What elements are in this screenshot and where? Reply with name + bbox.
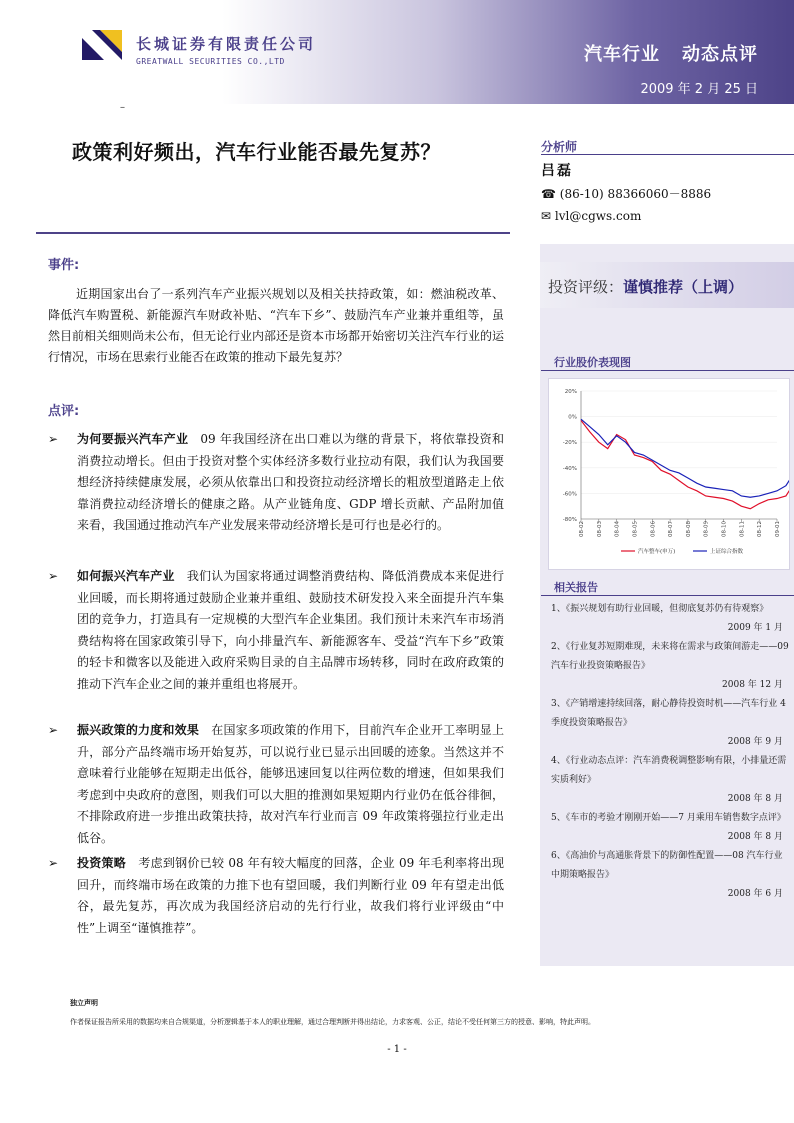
list-item[interactable] xyxy=(551,809,791,847)
x-tick-label: 08-11 xyxy=(739,521,746,537)
x-tick-label: 08-09 xyxy=(703,521,710,537)
stock-performance-chart xyxy=(548,378,790,570)
event-paragraph: 近期国家出台了一系列汽车产业振兴规划以及相关扶持政策，如：燃油税改革、降低汽车购置税、新能源汽车财政补贴、“汽车下乡”、鼓励汽车产业兼并重组等，虽然目前相关细则尚未公布，但无论行业内部还是资本市场都开始密切关注汽车行业的运行情况，市场在思索行业能否在政策的推动下最先复苏？ xyxy=(48,287,505,364)
disclaimer-text: 作者保证报告所采用的数据均来自合规渠道，分析逻辑基于本人的职业理解，通过合理判断并得出结论，力求客观、公正，结论不受任何第三方的授意、影响，特此声明。 xyxy=(70,1018,595,1026)
list-item[interactable] xyxy=(551,600,791,638)
list-item[interactable] xyxy=(551,847,791,904)
related-report-date: 2008 年 12 月 xyxy=(722,680,783,690)
side-panel-top xyxy=(540,104,794,244)
phone-icon: ☎ xyxy=(541,187,556,201)
comment-bullet xyxy=(48,720,504,850)
y-tick-label: -40% xyxy=(562,465,577,472)
x-tick-label: 08-04 xyxy=(614,521,621,537)
comment-bullet xyxy=(48,853,504,939)
related-report-date: 2008 年 6 月 xyxy=(727,889,783,899)
page-number: - 1 - xyxy=(387,1044,407,1055)
report-category xyxy=(584,40,758,66)
x-tick-label: 08-08 xyxy=(685,521,692,537)
analyst-label: 分析师 xyxy=(541,140,578,154)
x-tick-label: 08-03 xyxy=(596,521,603,537)
industry-label: 汽车行业 xyxy=(584,44,660,65)
chart-svg xyxy=(549,379,789,569)
x-tick-label: 08-02 xyxy=(579,521,585,537)
chart-divider xyxy=(541,370,794,371)
related-label: 相关报告 xyxy=(554,581,598,594)
legend-label: 上证综合指数 xyxy=(710,549,744,555)
y-tick-label: 0% xyxy=(568,414,577,421)
report-type-label: 动态点评 xyxy=(682,44,758,65)
analyst-divider xyxy=(541,154,794,155)
x-tick-label: 08-10 xyxy=(721,521,728,537)
x-tick-label: 08-12 xyxy=(757,521,764,537)
arrow-bullet-icon: ➢ xyxy=(48,723,59,737)
analyst-phone xyxy=(541,185,711,202)
x-tick-label: 08-05 xyxy=(632,521,639,537)
chart-label: 行业股价表现图 xyxy=(554,356,631,369)
phone-number: (86-10) 88366060－8886 xyxy=(559,187,712,201)
event-heading: 事件: xyxy=(48,258,80,273)
arrow-bullet-icon: ➢ xyxy=(48,569,59,583)
bullet-title: 振兴政策的力度和效果 xyxy=(77,723,200,737)
title-divider xyxy=(36,232,510,234)
comment-bullet xyxy=(48,429,504,537)
disclaimer-title: 独立声明 xyxy=(70,999,98,1007)
bullet-text: 在国家多项政策的作用下，目前汽车企业开工率明显上升，部分产品终端市场开始复苏，可以说行业已显示出回暖的迹象。当然这并不意味着行业能够在短期走出低谷，能够迅速回复以往两位数的增速，但如果我们考虑到中央政府的意图，则我们可以大胆的推测如果短期内行业仍在低谷徘徊，不排除政府进一步推出政策扶持，故对汽车行业而言 09 年政策将强拉行业走出低谷。 xyxy=(77,723,504,845)
bullet-text: 我们认为国家将通过调整消费结构、降低消费成本来促进行业回暖，而长期将通过鼓励企业兼并重组、鼓励技术研发投入来全面提升汽车集团的竞争力，打造具有一定规模的大型汽车企业集团。我们预计未来汽车市场消费结构将在国家政策引导下，向小排量汽车、新能源客车、受益“汽车下乡”政策的轻卡和微客以及能进入政府采购目录的自主品牌市场转移，同时在政府政策的推动下汽车企业之间的兼并重组也将展开。 xyxy=(77,569,504,691)
email-address[interactable]: lvl@cgws.com xyxy=(554,209,642,223)
bullet-text: 考虑到钢价已较 08 年有较大幅度的回落，企业 09 年毛利率将出现回升，而终端市场在政策的力推下也有望回暖，我们判断行业 09 年有望走出低谷，最先复苏，再次成为我国经济启动的先行行业，故我们将行业评级由“中性”上调至“谨慎推荐”。 xyxy=(77,856,504,935)
company-name-en: GREATWALL SECURITIES CO.,LTD xyxy=(136,57,285,66)
related-report-date: 2008 年 8 月 xyxy=(727,794,783,804)
y-tick-label: 20% xyxy=(564,389,577,395)
bullet-title: 为何要振兴汽车产业 xyxy=(77,432,189,446)
company-name-cn: 长城证券有限责任公司 xyxy=(136,35,317,53)
related-report-title: 4、《行业动态点评：汽车消费税调整影响有限，小排量还需实质利好》 xyxy=(551,756,787,785)
comment-heading: 点评: xyxy=(48,404,80,419)
y-tick-label: -80% xyxy=(562,517,577,523)
comment-bullet xyxy=(48,566,504,696)
page-title: 政策利好频出，汽车行业能否最先复苏？ xyxy=(72,140,441,164)
y-tick-label: -60% xyxy=(562,491,577,498)
related-reports-list xyxy=(551,600,791,904)
x-tick-label: 08-06 xyxy=(650,521,657,537)
x-tick-label: 09-01 xyxy=(775,521,781,537)
y-tick-label: -20% xyxy=(562,440,577,447)
company-logo xyxy=(82,30,126,70)
analyst-email xyxy=(541,209,641,223)
related-report-date: 2009 年 1 月 xyxy=(727,623,783,633)
related-report-date: 2008 年 8 月 xyxy=(727,832,783,842)
legend-label: 汽车整车(申万) xyxy=(638,549,676,555)
related-report-title: 1、《振兴规划有助行业回暖，但彻底复苏仍有待观察》 xyxy=(551,604,769,614)
bullet-text: 09 年我国经济在出口难以为继的背景下，将依靠投资和消费拉动增长。但由于投资对整个实体经济多数行业拉动有限，我们认为我国要想经济持续健康发展，必须从依靠出口和投资拉动经济增长的粗放型道路走上依靠消费拉动经济增长的健康之路。从产业链角度、GDP 增长贡献、产品附加值来看，我国通过推动汽车产业发展来带动经济增长是可行也是必行的。 xyxy=(77,432,504,533)
list-item[interactable] xyxy=(551,695,791,752)
list-item[interactable] xyxy=(551,638,791,695)
related-divider xyxy=(541,595,794,596)
series-line xyxy=(581,420,789,508)
rating-prefix: 投资评级： xyxy=(548,278,624,296)
x-tick-label: 08-07 xyxy=(668,521,675,537)
analyst-name: 吕磊 xyxy=(541,163,573,179)
mail-icon: ✉ xyxy=(541,209,552,223)
related-report-title: 6、《高油价与高通胀背景下的防御性配置——08 汽车行业中期策略报告》 xyxy=(551,851,783,880)
related-report-title: 3、《产销增速持续回落，耐心静待投资时机——汽车行业 4 季度投资策略报告》 xyxy=(551,699,786,728)
bullet-title: 如何振兴汽车产业 xyxy=(77,569,175,583)
header-dash: – xyxy=(120,102,125,113)
arrow-bullet-icon: ➢ xyxy=(48,432,59,446)
bullet-title: 投资策略 xyxy=(77,856,127,870)
related-report-date: 2008 年 9 月 xyxy=(727,737,783,747)
related-report-title: 2、《行业复苏短期难现，未来将在需求与政策间游走——09 汽车行业投资策略报告》 xyxy=(551,642,789,671)
report-date: 2009 年 2 月 25 日 xyxy=(640,82,758,97)
related-report-title: 5、《车市的考验才刚刚开始——7 月乘用车销售数字点评》 xyxy=(551,813,786,823)
rating-value: 谨慎推荐（上调） xyxy=(623,278,744,296)
list-item[interactable] xyxy=(551,752,791,809)
investment-rating xyxy=(548,276,743,297)
arrow-bullet-icon: ➢ xyxy=(48,856,59,870)
